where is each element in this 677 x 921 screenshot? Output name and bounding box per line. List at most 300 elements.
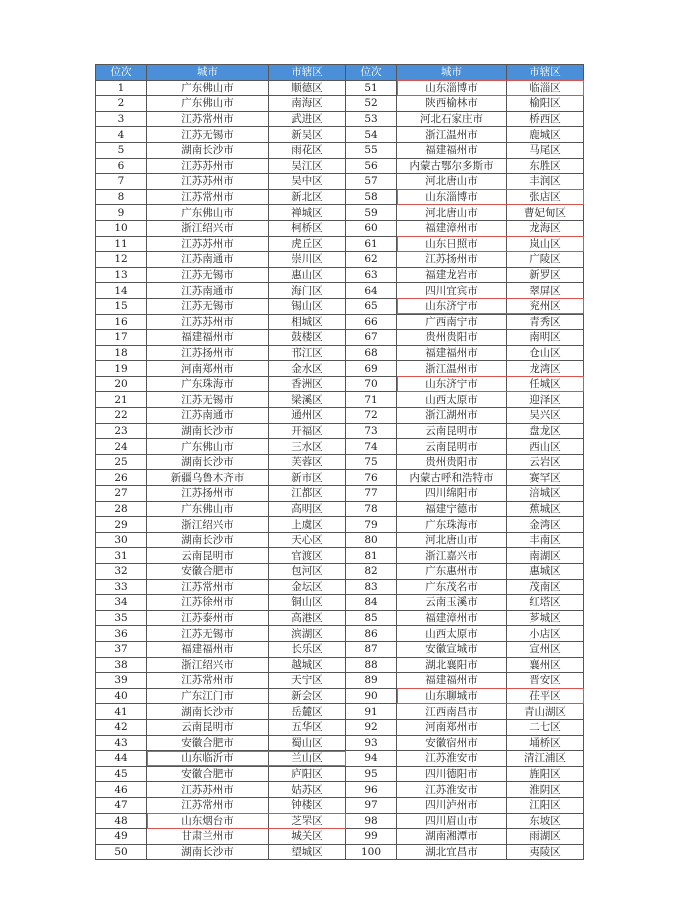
rank-cell-left: 50 bbox=[96, 844, 147, 860]
rank-cell-left: 41 bbox=[96, 704, 147, 720]
district-cell-left: 雨花区 bbox=[269, 142, 346, 158]
district-cell-left: 越城区 bbox=[269, 657, 346, 673]
city-cell-right: 福建福州市 bbox=[397, 345, 507, 361]
rank-cell-left: 45 bbox=[96, 766, 147, 782]
district-cell-left: 天心区 bbox=[269, 532, 346, 548]
district-cell-right: 青山湖区 bbox=[507, 704, 584, 720]
header-rank-right: 位次 bbox=[346, 65, 397, 81]
city-cell-left: 湖南长沙市 bbox=[147, 142, 269, 158]
table-row bbox=[96, 735, 584, 751]
district-cell-right: 二七区 bbox=[507, 719, 584, 735]
rank-cell-left: 25 bbox=[96, 454, 147, 470]
city-cell-right: 福建福州市 bbox=[397, 142, 507, 158]
city-cell-left: 江苏扬州市 bbox=[147, 486, 269, 502]
table-row bbox=[96, 844, 584, 860]
city-cell-left: 安徽合肥市 bbox=[147, 564, 269, 580]
city-cell-left: 湖南长沙市 bbox=[147, 423, 269, 439]
table-row bbox=[96, 439, 584, 455]
rank-cell-left: 4 bbox=[96, 127, 147, 143]
city-cell-right: 广东珠海市 bbox=[397, 517, 507, 533]
rank-cell-right: 97 bbox=[346, 797, 397, 813]
table-row bbox=[96, 392, 584, 408]
table-row bbox=[96, 454, 584, 470]
rank-cell-right: 77 bbox=[346, 486, 397, 502]
city-cell-left: 广东佛山市 bbox=[147, 205, 269, 221]
city-cell-right: 云南玉溪市 bbox=[397, 595, 507, 611]
table-row bbox=[96, 330, 584, 346]
district-cell-right: 吴兴区 bbox=[507, 408, 584, 424]
district-cell-right: 雨湖区 bbox=[507, 829, 584, 845]
table-row bbox=[96, 595, 584, 611]
city-cell-left: 湖南长沙市 bbox=[147, 454, 269, 470]
district-cell-right: 南湖区 bbox=[507, 548, 584, 564]
city-cell-right: 河北石家庄市 bbox=[397, 111, 507, 127]
table-row bbox=[96, 548, 584, 564]
district-cell-right: 马尾区 bbox=[507, 142, 584, 158]
city-cell-left: 江苏常州市 bbox=[147, 579, 269, 595]
district-cell-left: 兰山区 bbox=[269, 751, 346, 767]
city-cell-right: 山东聊城市 bbox=[397, 688, 507, 704]
district-cell-right: 西山区 bbox=[507, 439, 584, 455]
rank-cell-right: 58 bbox=[346, 189, 397, 205]
rank-cell-left: 7 bbox=[96, 174, 147, 190]
city-cell-right: 山西太原市 bbox=[397, 392, 507, 408]
district-cell-left: 滨湖区 bbox=[269, 626, 346, 642]
table-row bbox=[96, 158, 584, 174]
rank-cell-left: 22 bbox=[96, 408, 147, 424]
table-row bbox=[96, 252, 584, 268]
city-cell-right: 江苏扬州市 bbox=[397, 252, 507, 268]
city-cell-right: 四川泸州市 bbox=[397, 797, 507, 813]
city-cell-right: 浙江温州市 bbox=[397, 127, 507, 143]
district-cell-left: 金坛区 bbox=[269, 579, 346, 595]
district-cell-left: 高港区 bbox=[269, 610, 346, 626]
table-row bbox=[96, 486, 584, 502]
table-row bbox=[96, 626, 584, 642]
city-cell-right: 福建龙岩市 bbox=[397, 267, 507, 283]
city-cell-left: 甘肃兰州市 bbox=[147, 829, 269, 845]
rank-cell-right: 67 bbox=[346, 330, 397, 346]
header-district-right: 市辖区 bbox=[507, 65, 584, 81]
city-cell-left: 浙江绍兴市 bbox=[147, 657, 269, 673]
city-cell-left: 江苏无锡市 bbox=[147, 626, 269, 642]
district-cell-right: 丰南区 bbox=[507, 532, 584, 548]
rank-cell-left: 3 bbox=[96, 111, 147, 127]
rank-cell-right: 86 bbox=[346, 626, 397, 642]
district-cell-left: 锡山区 bbox=[269, 298, 346, 314]
district-cell-left: 金水区 bbox=[269, 361, 346, 377]
table-row bbox=[96, 298, 584, 314]
city-cell-left: 浙江绍兴市 bbox=[147, 517, 269, 533]
rank-cell-left: 43 bbox=[96, 735, 147, 751]
rank-cell-left: 34 bbox=[96, 595, 147, 611]
district-cell-right: 赛罕区 bbox=[507, 470, 584, 486]
header-city-right: 城市 bbox=[397, 65, 507, 81]
city-cell-left: 湖南长沙市 bbox=[147, 704, 269, 720]
district-cell-right: 宣州区 bbox=[507, 641, 584, 657]
rank-cell-left: 15 bbox=[96, 298, 147, 314]
city-cell-left: 山东临沂市 bbox=[147, 751, 269, 767]
table-row bbox=[96, 361, 584, 377]
rank-cell-right: 57 bbox=[346, 174, 397, 190]
district-cell-right: 襄州区 bbox=[507, 657, 584, 673]
header-district-left: 市辖区 bbox=[269, 65, 346, 81]
rank-cell-right: 51 bbox=[346, 80, 397, 96]
rank-cell-right: 70 bbox=[346, 376, 397, 392]
city-cell-right: 福建漳州市 bbox=[397, 220, 507, 236]
district-cell-left: 南海区 bbox=[269, 96, 346, 112]
district-cell-left: 柯桥区 bbox=[269, 220, 346, 236]
rank-cell-left: 47 bbox=[96, 797, 147, 813]
city-cell-right: 湖北宜昌市 bbox=[397, 844, 507, 860]
district-cell-right: 鹿城区 bbox=[507, 127, 584, 143]
district-cell-right: 芗城区 bbox=[507, 610, 584, 626]
district-cell-left: 岳麓区 bbox=[269, 704, 346, 720]
city-cell-left: 江苏无锡市 bbox=[147, 298, 269, 314]
rank-cell-left: 1 bbox=[96, 80, 147, 96]
district-cell-right: 茂南区 bbox=[507, 579, 584, 595]
district-cell-right: 翠屏区 bbox=[507, 283, 584, 299]
rank-cell-left: 24 bbox=[96, 439, 147, 455]
rank-cell-left: 5 bbox=[96, 142, 147, 158]
district-cell-left: 芙蓉区 bbox=[269, 454, 346, 470]
rank-cell-right: 81 bbox=[346, 548, 397, 564]
table-row bbox=[96, 564, 584, 580]
rank-cell-left: 29 bbox=[96, 517, 147, 533]
district-cell-left: 相城区 bbox=[269, 314, 346, 330]
rank-cell-left: 19 bbox=[96, 361, 147, 377]
district-cell-left: 蜀山区 bbox=[269, 735, 346, 751]
rank-cell-left: 28 bbox=[96, 501, 147, 517]
rank-cell-left: 17 bbox=[96, 330, 147, 346]
district-cell-left: 长乐区 bbox=[269, 641, 346, 657]
district-cell-left: 城关区 bbox=[269, 829, 346, 845]
rank-cell-right: 73 bbox=[346, 423, 397, 439]
rank-cell-left: 14 bbox=[96, 283, 147, 299]
rank-cell-right: 65 bbox=[346, 298, 397, 314]
table-row bbox=[96, 704, 584, 720]
city-cell-left: 江苏南通市 bbox=[147, 252, 269, 268]
city-cell-left: 广东佛山市 bbox=[147, 439, 269, 455]
city-cell-right: 湖南湘潭市 bbox=[397, 829, 507, 845]
table-row bbox=[96, 610, 584, 626]
table-row bbox=[96, 579, 584, 595]
district-cell-right: 仓山区 bbox=[507, 345, 584, 361]
city-cell-right: 内蒙古呼和浩特市 bbox=[397, 470, 507, 486]
city-cell-right: 浙江温州市 bbox=[397, 361, 507, 377]
district-cell-right: 兖州区 bbox=[507, 298, 584, 314]
rank-cell-right: 76 bbox=[346, 470, 397, 486]
district-cell-right: 青秀区 bbox=[507, 314, 584, 330]
rank-cell-right: 78 bbox=[346, 501, 397, 517]
table-row bbox=[96, 501, 584, 517]
rank-cell-right: 62 bbox=[346, 252, 397, 268]
district-cell-left: 惠山区 bbox=[269, 267, 346, 283]
rank-cell-left: 2 bbox=[96, 96, 147, 112]
district-cell-left: 香洲区 bbox=[269, 376, 346, 392]
district-cell-right: 云岩区 bbox=[507, 454, 584, 470]
district-cell-left: 梁溪区 bbox=[269, 392, 346, 408]
rank-cell-right: 53 bbox=[346, 111, 397, 127]
table-row bbox=[96, 829, 584, 845]
city-cell-right: 河北唐山市 bbox=[397, 532, 507, 548]
table-row bbox=[96, 345, 584, 361]
city-cell-right: 内蒙古鄂尔多斯市 bbox=[397, 158, 507, 174]
city-cell-right: 陕西榆林市 bbox=[397, 96, 507, 112]
table-row bbox=[96, 470, 584, 486]
rank-cell-right: 59 bbox=[346, 205, 397, 221]
city-cell-left: 江苏常州市 bbox=[147, 797, 269, 813]
city-cell-left: 河南郑州市 bbox=[147, 361, 269, 377]
city-cell-right: 河南郑州市 bbox=[397, 719, 507, 735]
table-row bbox=[96, 127, 584, 143]
rank-cell-left: 8 bbox=[96, 189, 147, 205]
city-cell-right: 安徽宿州市 bbox=[397, 735, 507, 751]
district-cell-right: 东坡区 bbox=[507, 813, 584, 829]
district-cell-right: 旌阳区 bbox=[507, 766, 584, 782]
table-row bbox=[96, 142, 584, 158]
district-cell-right: 埇桥区 bbox=[507, 735, 584, 751]
district-cell-right: 南明区 bbox=[507, 330, 584, 346]
district-cell-left: 芝罘区 bbox=[269, 813, 346, 829]
district-cell-left: 高明区 bbox=[269, 501, 346, 517]
city-cell-left: 安徽合肥市 bbox=[147, 735, 269, 751]
city-cell-right: 云南昆明市 bbox=[397, 423, 507, 439]
district-cell-right: 清江浦区 bbox=[507, 751, 584, 767]
district-cell-left: 武进区 bbox=[269, 111, 346, 127]
table-row bbox=[96, 283, 584, 299]
rank-cell-right: 92 bbox=[346, 719, 397, 735]
rank-cell-left: 49 bbox=[96, 829, 147, 845]
table-row bbox=[96, 189, 584, 205]
city-cell-right: 福建漳州市 bbox=[397, 610, 507, 626]
district-cell-right: 曹妃甸区 bbox=[507, 205, 584, 221]
rank-cell-left: 16 bbox=[96, 314, 147, 330]
district-cell-left: 鼓楼区 bbox=[269, 330, 346, 346]
city-cell-right: 福建宁德市 bbox=[397, 501, 507, 517]
rank-cell-left: 23 bbox=[96, 423, 147, 439]
rank-cell-left: 38 bbox=[96, 657, 147, 673]
district-cell-right: 涪城区 bbox=[507, 486, 584, 502]
rank-cell-right: 96 bbox=[346, 782, 397, 798]
table-row bbox=[96, 766, 584, 782]
district-cell-right: 临淄区 bbox=[507, 80, 584, 96]
district-cell-right: 东胜区 bbox=[507, 158, 584, 174]
city-cell-right: 山东济宁市 bbox=[397, 298, 507, 314]
district-cell-left: 望城区 bbox=[269, 844, 346, 860]
city-cell-left: 新疆乌鲁木齐市 bbox=[147, 470, 269, 486]
rank-cell-right: 85 bbox=[346, 610, 397, 626]
rank-cell-left: 9 bbox=[96, 205, 147, 221]
table-row bbox=[96, 314, 584, 330]
table-row bbox=[96, 517, 584, 533]
district-cell-right: 金湾区 bbox=[507, 517, 584, 533]
table-row bbox=[96, 220, 584, 236]
city-cell-right: 贵州贵阳市 bbox=[397, 454, 507, 470]
rank-cell-right: 88 bbox=[346, 657, 397, 673]
header-city-left: 城市 bbox=[147, 65, 269, 81]
table-row bbox=[96, 408, 584, 424]
city-cell-right: 山东淄博市 bbox=[397, 189, 507, 205]
city-cell-right: 江西南昌市 bbox=[397, 704, 507, 720]
rank-cell-left: 10 bbox=[96, 220, 147, 236]
city-cell-right: 河北唐山市 bbox=[397, 174, 507, 190]
district-cell-left: 上虞区 bbox=[269, 517, 346, 533]
district-cell-left: 通州区 bbox=[269, 408, 346, 424]
district-cell-left: 顺德区 bbox=[269, 80, 346, 96]
rank-cell-left: 27 bbox=[96, 486, 147, 502]
city-cell-right: 山西太原市 bbox=[397, 626, 507, 642]
rank-cell-left: 36 bbox=[96, 626, 147, 642]
table-row bbox=[96, 532, 584, 548]
district-cell-left: 吴江区 bbox=[269, 158, 346, 174]
rank-cell-right: 79 bbox=[346, 517, 397, 533]
city-cell-left: 安徽合肥市 bbox=[147, 766, 269, 782]
district-cell-right: 广陵区 bbox=[507, 252, 584, 268]
city-cell-left: 江苏苏州市 bbox=[147, 236, 269, 252]
city-cell-right: 福建福州市 bbox=[397, 673, 507, 689]
ranking-table-container bbox=[95, 64, 583, 860]
rank-cell-right: 83 bbox=[346, 579, 397, 595]
district-cell-right: 红塔区 bbox=[507, 595, 584, 611]
table-row bbox=[96, 719, 584, 735]
rank-cell-right: 75 bbox=[346, 454, 397, 470]
district-cell-left: 禅城区 bbox=[269, 205, 346, 221]
district-cell-left: 吴中区 bbox=[269, 174, 346, 190]
rank-cell-left: 33 bbox=[96, 579, 147, 595]
rank-cell-right: 61 bbox=[346, 236, 397, 252]
rank-cell-right: 52 bbox=[346, 96, 397, 112]
rank-cell-right: 87 bbox=[346, 641, 397, 657]
table-row bbox=[96, 813, 584, 829]
district-cell-right: 任城区 bbox=[507, 376, 584, 392]
city-cell-right: 浙江湖州市 bbox=[397, 408, 507, 424]
district-cell-right: 盘龙区 bbox=[507, 423, 584, 439]
district-cell-left: 开福区 bbox=[269, 423, 346, 439]
city-cell-right: 广西南宁市 bbox=[397, 314, 507, 330]
city-cell-left: 浙江绍兴市 bbox=[147, 220, 269, 236]
table-row bbox=[96, 751, 584, 767]
rank-cell-right: 91 bbox=[346, 704, 397, 720]
rank-cell-right: 66 bbox=[346, 314, 397, 330]
district-cell-right: 张店区 bbox=[507, 189, 584, 205]
city-cell-left: 江苏苏州市 bbox=[147, 174, 269, 190]
district-cell-left: 新吴区 bbox=[269, 127, 346, 143]
table-row bbox=[96, 797, 584, 813]
city-cell-right: 山东淄博市 bbox=[397, 80, 507, 96]
district-cell-left: 崇川区 bbox=[269, 252, 346, 268]
city-cell-left: 山东烟台市 bbox=[147, 813, 269, 829]
rank-cell-right: 98 bbox=[346, 813, 397, 829]
city-cell-left: 湖南长沙市 bbox=[147, 532, 269, 548]
city-cell-left: 江苏无锡市 bbox=[147, 267, 269, 283]
rank-cell-right: 100 bbox=[346, 844, 397, 860]
rank-cell-right: 82 bbox=[346, 564, 397, 580]
city-cell-left: 福建福州市 bbox=[147, 330, 269, 346]
rank-cell-right: 71 bbox=[346, 392, 397, 408]
rank-cell-right: 72 bbox=[346, 408, 397, 424]
city-cell-right: 四川宜宾市 bbox=[397, 283, 507, 299]
district-cell-right: 龙湾区 bbox=[507, 361, 584, 377]
district-cell-left: 三水区 bbox=[269, 439, 346, 455]
city-cell-right: 广东茂名市 bbox=[397, 579, 507, 595]
city-cell-left: 江苏苏州市 bbox=[147, 314, 269, 330]
rank-cell-left: 40 bbox=[96, 688, 147, 704]
ranking-table bbox=[95, 64, 584, 860]
table-row bbox=[96, 205, 584, 221]
city-cell-left: 江苏南通市 bbox=[147, 408, 269, 424]
district-cell-left: 铜山区 bbox=[269, 595, 346, 611]
rank-cell-left: 37 bbox=[96, 641, 147, 657]
rank-cell-left: 13 bbox=[96, 267, 147, 283]
city-cell-left: 江苏常州市 bbox=[147, 189, 269, 205]
rank-cell-right: 56 bbox=[346, 158, 397, 174]
rank-cell-right: 80 bbox=[346, 532, 397, 548]
table-header-row bbox=[96, 65, 584, 81]
district-cell-right: 江阳区 bbox=[507, 797, 584, 813]
rank-cell-right: 55 bbox=[346, 142, 397, 158]
district-cell-left: 天宁区 bbox=[269, 673, 346, 689]
city-cell-right: 安徽宣城市 bbox=[397, 641, 507, 657]
rank-cell-right: 90 bbox=[346, 688, 397, 704]
rank-cell-right: 60 bbox=[346, 220, 397, 236]
city-cell-left: 江苏苏州市 bbox=[147, 158, 269, 174]
rank-cell-right: 54 bbox=[346, 127, 397, 143]
district-cell-left: 虎丘区 bbox=[269, 236, 346, 252]
city-cell-left: 广东佛山市 bbox=[147, 96, 269, 112]
district-cell-right: 淮阴区 bbox=[507, 782, 584, 798]
rank-cell-left: 42 bbox=[96, 719, 147, 735]
rank-cell-right: 69 bbox=[346, 361, 397, 377]
city-cell-left: 福建福州市 bbox=[147, 641, 269, 657]
table-row bbox=[96, 174, 584, 190]
city-cell-left: 江苏常州市 bbox=[147, 111, 269, 127]
city-cell-left: 江苏苏州市 bbox=[147, 782, 269, 798]
city-cell-left: 江苏无锡市 bbox=[147, 392, 269, 408]
rank-cell-right: 89 bbox=[346, 673, 397, 689]
district-cell-right: 龙海区 bbox=[507, 220, 584, 236]
rank-cell-left: 39 bbox=[96, 673, 147, 689]
city-cell-right: 江苏淮安市 bbox=[397, 782, 507, 798]
table-row bbox=[96, 80, 584, 96]
district-cell-right: 迎泽区 bbox=[507, 392, 584, 408]
district-cell-right: 岚山区 bbox=[507, 236, 584, 252]
city-cell-right: 广东惠州市 bbox=[397, 564, 507, 580]
city-cell-left: 江苏扬州市 bbox=[147, 345, 269, 361]
district-cell-left: 新市区 bbox=[269, 470, 346, 486]
district-cell-right: 小店区 bbox=[507, 626, 584, 642]
rank-cell-left: 20 bbox=[96, 376, 147, 392]
rank-cell-right: 93 bbox=[346, 735, 397, 751]
district-cell-right: 新罗区 bbox=[507, 267, 584, 283]
district-cell-left: 新北区 bbox=[269, 189, 346, 205]
city-cell-left: 江苏泰州市 bbox=[147, 610, 269, 626]
rank-cell-left: 6 bbox=[96, 158, 147, 174]
district-cell-left: 包河区 bbox=[269, 564, 346, 580]
district-cell-right: 榆阳区 bbox=[507, 96, 584, 112]
table-row bbox=[96, 376, 584, 392]
city-cell-left: 云南昆明市 bbox=[147, 548, 269, 564]
table-row bbox=[96, 236, 584, 252]
table-row bbox=[96, 111, 584, 127]
district-cell-left: 官渡区 bbox=[269, 548, 346, 564]
city-cell-right: 贵州贵阳市 bbox=[397, 330, 507, 346]
rank-cell-left: 26 bbox=[96, 470, 147, 486]
rank-cell-left: 12 bbox=[96, 252, 147, 268]
district-cell-left: 钟楼区 bbox=[269, 797, 346, 813]
district-cell-left: 江都区 bbox=[269, 486, 346, 502]
rank-cell-left: 31 bbox=[96, 548, 147, 564]
